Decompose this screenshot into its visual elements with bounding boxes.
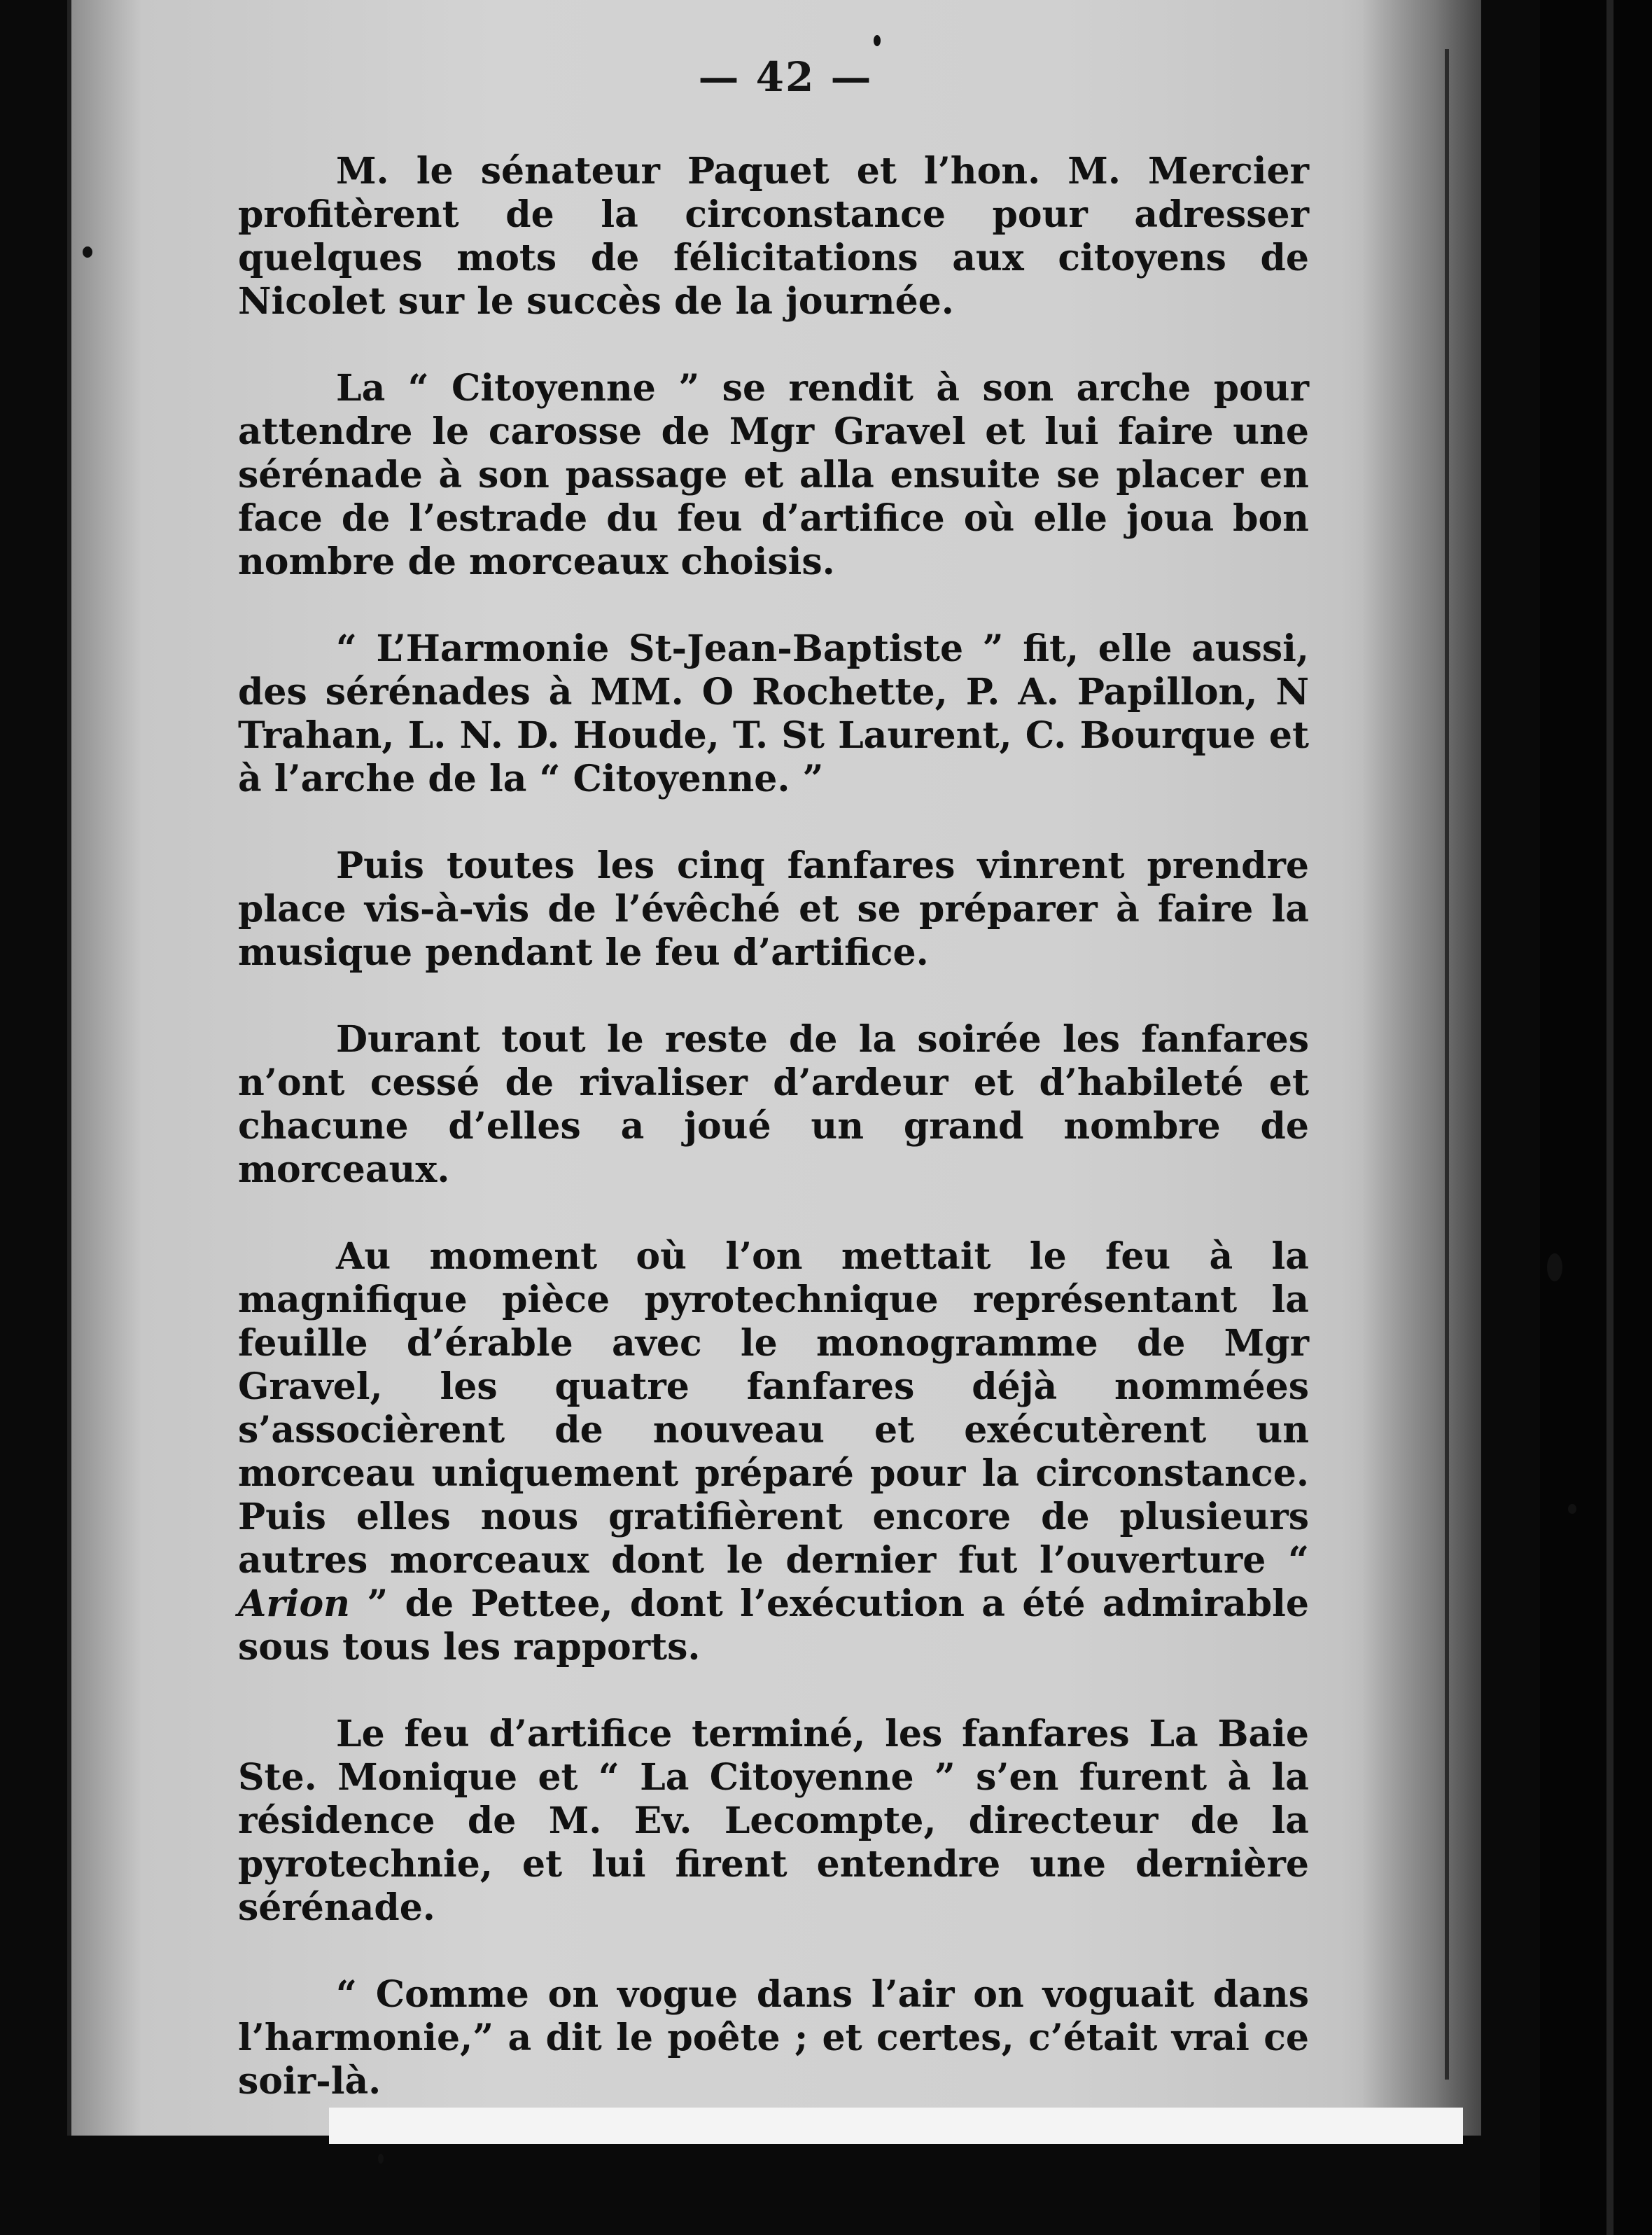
- scan-right-border: [1540, 0, 1652, 2235]
- paragraph-4: Puis toutes les cinq fanfares vinrent prendre place vis-à-vis de l’évêché et se préparer à faire la musique pendant le feu d’artifice.: [238, 844, 1309, 974]
- paragraph-6-before: Au moment où l’on mettait le feu à la magnifique pièce pyrotechnique représentant la feuille d’érable avec le monogramme de Mgr Gravel, les quatre fanfares déjà nommées s’associèrent de nouveau et exécutèrent un morceau uniquement préparé pour la circonstance. Puis elles nous gratifièrent encore de plusieurs autres morceaux dont le dernier fut l’ouverture “: [238, 1235, 1309, 1582]
- ink-speck: [378, 2154, 384, 2164]
- gutter-line: [1445, 49, 1449, 2080]
- paragraph-7: Le feu d’artifice terminé, les fanfares La Baie Ste. Monique et “ La Citoyenne ” s’en furent à la résidence de M. Ev. Lecompte, directeur de la pyrotechnie, et lui firent entendre une dernière sérénade.: [238, 1713, 1309, 1929]
- paragraph-8: “ Comme on vogue dans l’air on voguait dans l’harmonie,” a dit le poête ; et certes, c’était vrai ce soir-là.: [238, 1973, 1309, 2103]
- paragraph-1: M. le sénateur Paquet et l’hon. M. Mercier profitèrent de la circonstance pour adresser quelques mots de félicitations aux citoyens de Nicolet sur le succès de la journée.: [238, 150, 1309, 323]
- paragraph-6-after: ” de Pettee, dont l’exécution a été admirable sous tous les rapports.: [238, 1582, 1309, 1669]
- page-number: — 42 —: [698, 53, 873, 101]
- ink-speck: [1568, 1504, 1576, 1514]
- scan-bottom-band: [329, 2108, 1463, 2144]
- scan-edge-line: [1606, 0, 1614, 2235]
- italic-title: Arion: [238, 1582, 350, 1625]
- book-page: [67, 0, 1481, 2136]
- ink-speck: [1547, 1253, 1562, 1281]
- paragraph-6: [238, 1235, 1309, 1669]
- paragraph-3: “ L’Harmonie St-Jean-Baptiste ” fit, elle aussi, des sérénades à MM. O Rochette, P. A. Papillon, N Trahan, L. N. D. Houde, T. St Laurent, C. Bourque et à l’arche de la “ Citoyenne. ”: [238, 627, 1309, 800]
- page-body: [238, 150, 1309, 2103]
- paragraph-5: Durant tout le reste de la soirée les fanfares n’ont cessé de rivaliser d’ardeur et d’habileté et chacune d’elles a joué un grand nombre de morceaux.: [238, 1018, 1309, 1191]
- ink-speck: [874, 35, 881, 46]
- paragraph-2: La “ Citoyenne ” se rendit à son arche pour attendre le carosse de Mgr Gravel et lui faire une sérénade à son passage et alla ensuite se placer en face de l’estrade du feu d’artifice où elle joua bon nombre de morceaux choisis.: [238, 367, 1309, 583]
- ink-speck: [83, 246, 92, 258]
